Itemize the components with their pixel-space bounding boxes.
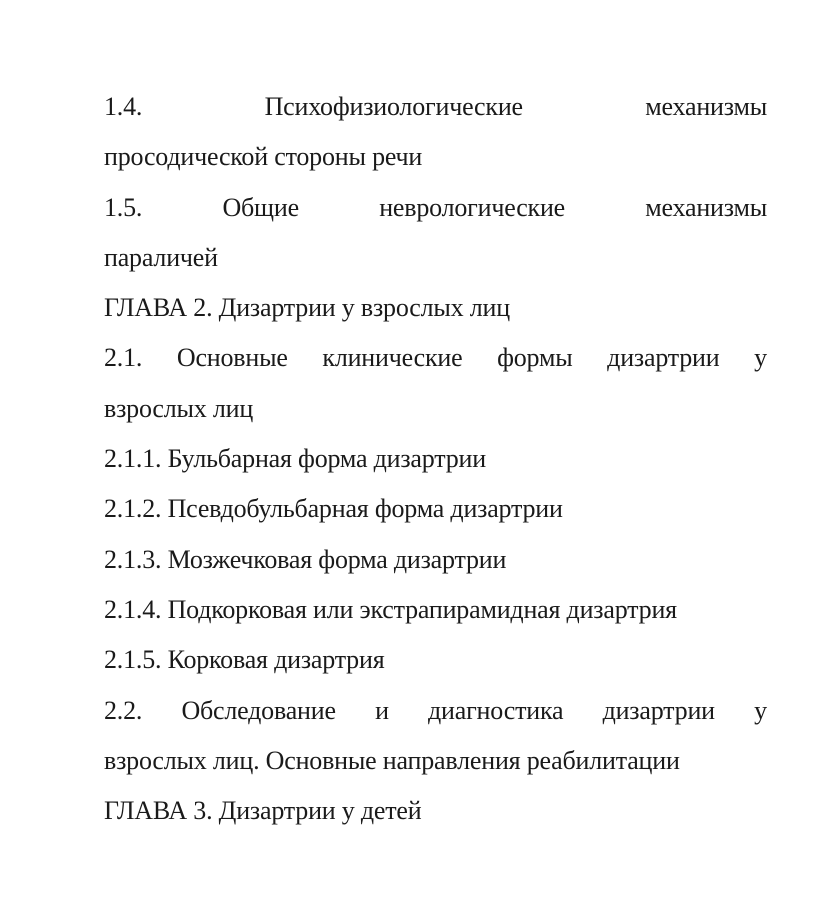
toc-word: 1.5. <box>104 192 143 222</box>
toc-word: диагностика <box>428 695 564 725</box>
toc-word: у <box>754 695 767 725</box>
toc-entry-1-4 <box>104 82 767 183</box>
toc-entry-2-1-1: 2.1.1. Бульбарная форма дизартрии <box>104 444 486 474</box>
toc-line <box>104 333 767 383</box>
toc-word: Основные <box>176 343 288 373</box>
chapter-heading: ГЛАВА 3. Дизартрии у детей <box>104 796 422 826</box>
toc-line <box>104 183 767 233</box>
toc-line: просодической стороны речи <box>104 142 423 172</box>
toc-word: Психофизиологические <box>264 92 523 121</box>
toc-entry-2-1-4: 2.1.4. Подкорковая или экстрапирамидная дизартрия <box>104 594 677 624</box>
toc-word: неврологические <box>379 192 566 222</box>
toc-entry-2-2 <box>104 686 767 787</box>
toc-line: параличей <box>104 242 218 272</box>
toc-word: у <box>754 343 767 373</box>
toc-entry-2-1-3: 2.1.3. Мозжечковая форма дизартрии <box>104 544 507 574</box>
toc-word: клинические <box>322 343 463 373</box>
toc-word: Обследование <box>181 695 336 725</box>
toc-word: механизмы <box>645 92 767 121</box>
toc-entry-1-5 <box>104 183 767 284</box>
toc-line <box>104 686 767 736</box>
toc-word: механизмы <box>645 192 767 222</box>
toc-word: дизартрии <box>607 343 720 373</box>
toc-word: 2.2. <box>104 695 143 725</box>
toc-line <box>104 82 767 132</box>
toc-chapter-3 <box>104 786 767 836</box>
toc-word: и <box>375 695 389 725</box>
toc-word: 2.1. <box>104 343 143 373</box>
toc-line: взрослых лиц <box>104 393 254 423</box>
toc-line: взрослых лиц. Основные направления реабилитации <box>104 745 680 775</box>
toc-word: формы <box>497 343 573 373</box>
table-of-contents <box>104 82 767 836</box>
toc-word: Общие <box>222 192 299 222</box>
toc-word: 1.4. <box>104 92 143 121</box>
toc-entry-2-1-2: 2.1.2. Псевдобульбарная форма дизартрии <box>104 494 563 524</box>
toc-word: дизартрии <box>602 695 715 725</box>
toc-entry-2-1 <box>104 333 767 434</box>
toc-chapter-2 <box>104 283 767 333</box>
toc-entry-2-1-5: 2.1.5. Корковая дизартрия <box>104 645 385 675</box>
chapter-heading: ГЛАВА 2. Дизартрии у взрослых лиц <box>104 293 510 323</box>
